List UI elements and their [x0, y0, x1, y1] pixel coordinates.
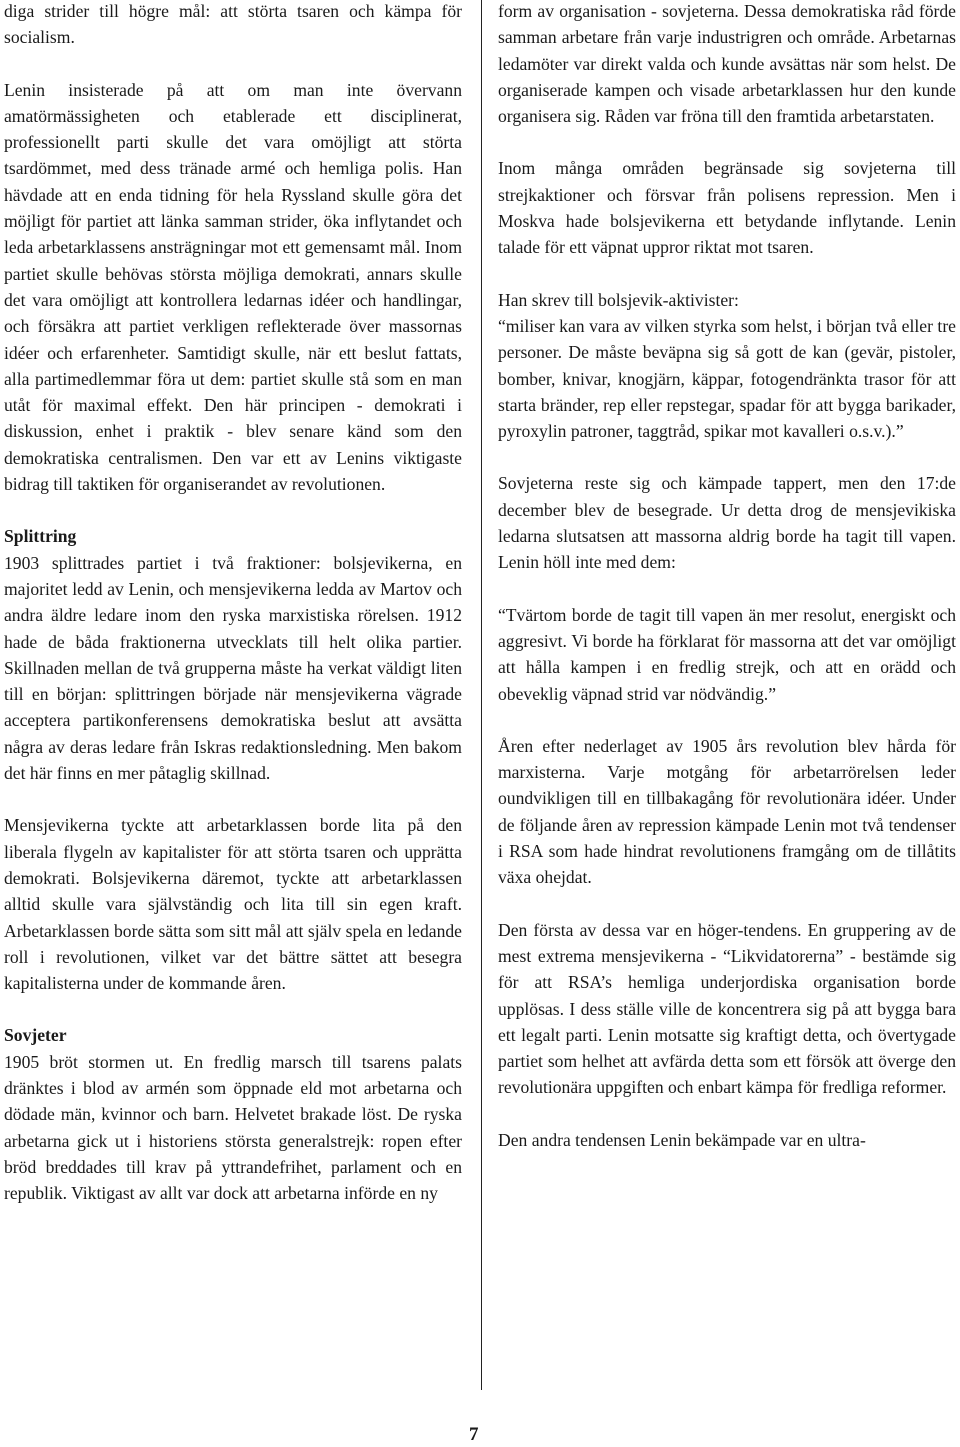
- paragraph: 1905 bröt stormen ut. En fredlig marsch till tsarens palats dränktes i blod av armén som öppnade eld mot arbetarna och dödade män, kvinnor och barn. Helvetet brakade löst. De ryska arbetarna gick ut i historiens största generalstrejk: ropen efter bröd breddades till krav på yttrandefrihet, parlament och en republik. Viktigast av allt var dock att arbetarna införde en ny: [4, 1051, 462, 1204]
- paragraph: form av organisation - sovjeterna. Dessa demokratiska råd förde samman arbetare från varje industrigren och område. Arbetarnas ledamöter var direkt valda och kunde avsättas när som helst. De organiserade kampen och visade arbetarklassen hur den kunde organisera sig. Råden var fröna till den framtida arbetarstaten.: [498, 1, 956, 127]
- page-number: 7: [469, 1424, 479, 1445]
- paragraph: Inom många områden begränsade sig sovjeterna till strejkaktioner och försvar från polisens repression. Men i Moskva hade bolsjevikerna ett betydande inflytande. Lenin talade för ett väpnat uppror riktat mot tsaren.: [498, 158, 956, 258]
- paragraph: Lenin insisterade på att om man inte övervann amatörmässigheten och etablerade ett disciplinerat, professionellt parti skulle det vara omöjligt att störta tsardömmet, med dess tränade armé och hemliga polis. Han hävdade att en enda tidning för hela Ryssland skulle göra det möjligt för partiet att länka samman strider, öka inflytandet och leda arbetarklassens ansträgningar mot ett gemensamt mål. Inom partiet skulle behövas största möjliga demokrati, annars skulle det vara omöjligt att kontrollera ledarnas idéer och handlingar, och försäkra att partiet verkligen reflekterade över massornas idéer och erfarenheter. Samtidigt skulle, när ett beslut fattats, alla partimedlemmar föra ut dem: partiet skulle stå som en man utåt för maximal effekt. Den här principen - demokrati i diskussion, enhet i praktik - blev senare känd som den demokratiska centralismen. Den var ett av Lenins viktigaste bidrag till taktiken för organiserandet av revolutionen.: [4, 79, 462, 495]
- right-column: [498, 0, 956, 1179]
- paragraph: Den andra tendensen Lenin bekämpade var en ultra-: [498, 1129, 866, 1150]
- left-column: [4, 0, 462, 1232]
- paragraph: 1903 splittrades partiet i två fraktioner: bolsjevikerna, en majoritet ledd av Lenin, och mensjevikerna ledda av Martov och andra äldre ledare inom den ryska marxistiska rörelsen. 1912 hade de båda fraktionerna utvecklats till helt olika partier. Skillnaden mellan de två grupperna måste ha verkat väldigt liten till en början: splittringen började när mensjevikerna vägrade acceptera partikonferensens demokratiska beslut att avsätta några av deras ledare från Iskras redaktionsledning. Men bakom det här finns en mer påtaglig skillnad.: [4, 552, 462, 784]
- section-heading-sovjeter: Sovjeter: [4, 1025, 67, 1046]
- paragraph: Han skrev till bolsjevik-aktivister:: [498, 289, 739, 310]
- paragraph: Åren efter nederlaget av 1905 års revolution blev hårda för marxisterna. Varje motgång för arbetarrörelsen leder oundvikligen till en tillbakagång för revolutionära idéer. Under de följande åren av repression kämpade Lenin mot två tendenser i RSA som hade hindrat revolutionens framgång om de tillåtits växa ohejdat.: [498, 735, 956, 888]
- paragraph: Mensjevikerna tyckte att arbetarklassen borde lita på den liberala flygeln av kapitalister för att störta tsaren och upprätta demokrati. Bolsjevikerna däremot, tyckte att arbetarklassen alltid skulle vara självständig och lita till sin egen kraft. Arbetarklassen borde sätta som sitt mål att själv spela en ledande roll i revolutionen, vilket var det bättre sättet att besegra kapitalisterna under de kommande åren.: [4, 815, 462, 994]
- block-quote: “Tvärtom borde de tagit till vapen än mer resolut, energiskt och aggresivt. Vi borde ha förklarat för massorna att det var omöjligt att hålla kampen i en fredlig strejk, och att en orädd och obeveklig väpnad strid var nödvändig.”: [498, 604, 956, 704]
- section-heading-splittring: Splittring: [4, 526, 77, 547]
- paragraph: Den första av dessa var en höger-tendens. En gruppering av de mest extrema mensjevikerna - “Likvidatorerna” - bestämde sig för att RSA’s hemliga underjordiska organisation borde upplösas. I dess ställe ville de koncentrera sig på att bygga bara ett legalt parti. Lenin motsatte sig kraftigt detta, och övertygade partiet som helhet att avfärda detta som ett försök att överge den revolutionära uppgiften och enbart kämpa för fredliga reformer.: [498, 919, 956, 1098]
- paragraph: diga strider till högre mål: att störta tsaren och kämpa för socialism.: [4, 1, 462, 48]
- block-quote: “miliser kan vara av vilken styrka som helst, i början två eller tre personer. De måste beväpna sig så gott de kan (gevär, pistoler, bomber, knivar, knogjärn, käppar, fotogendränkta trasor för att starta bränder, rep eller repstegar, spadar för att bygga barikader, pyroxylin patroner, taggtråd, spikar mot kavalleri o.s.v.).”: [498, 315, 956, 442]
- column-divider: [481, 0, 482, 1390]
- paragraph: Sovjeterna reste sig och kämpade tappert, men den 17:de december blev de besegrade. Ur detta drog de mensjevikiska ledarna slutsatsen att massorna aldrig borde ha tagit till vapen. Lenin höll inte med dem:: [498, 473, 956, 573]
